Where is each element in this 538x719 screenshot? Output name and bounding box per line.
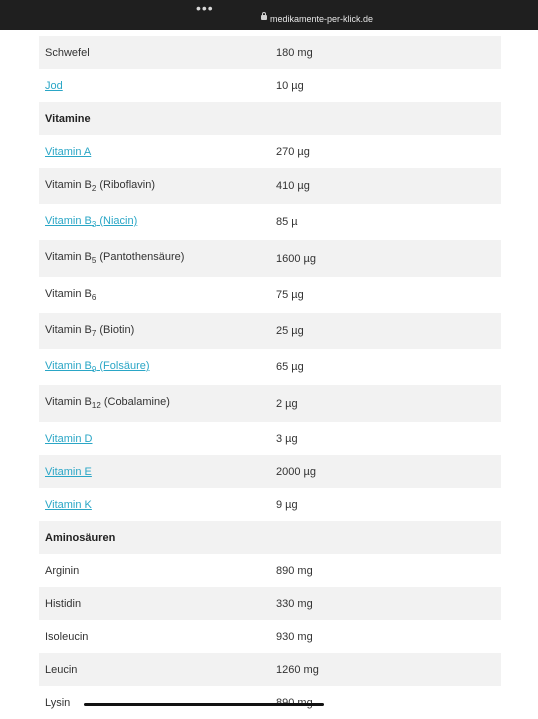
nutrient-value: 25 µg <box>276 313 501 349</box>
nutrient-value: 1260 mg <box>276 653 501 686</box>
nutrient-value: 330 mg <box>276 587 501 620</box>
table-row <box>39 36 501 69</box>
table-row <box>39 240 501 277</box>
nutrient-table-container <box>39 36 501 719</box>
nutrient-link-jod[interactable]: Jod <box>45 79 63 92</box>
nutrient-name: Leucin <box>39 653 276 686</box>
nutrient-value: 180 mg <box>276 36 501 69</box>
home-indicator[interactable] <box>84 703 324 706</box>
table-row <box>39 455 501 488</box>
table-row <box>39 69 501 102</box>
table-row <box>39 313 501 349</box>
nutrient-value: 2 µg <box>276 385 501 422</box>
nutrient-value: 3 µg <box>276 432 298 445</box>
section-heading-row <box>39 102 501 135</box>
nutrient-link-vitamin-k[interactable]: Vitamin K <box>45 498 92 511</box>
nutrient-value: 930 mg <box>276 630 313 643</box>
nutrient-name: Lysin <box>45 696 71 709</box>
nutrient-link-vitamin-b3[interactable]: Vitamin $B_3$ (Niacin) <box>45 214 138 230</box>
nutrient-link-vitamin-e[interactable]: Vitamin E <box>45 465 92 478</box>
nutrient-value: 75 µg <box>276 289 304 301</box>
nutrient-name: Histidin <box>39 587 276 620</box>
nutrient-value: 9 µg <box>276 498 298 511</box>
section-heading-row <box>39 521 501 554</box>
nutrient-name: Vitamin $B_2$ (Riboflavin) <box>39 168 276 204</box>
table-row <box>39 277 501 313</box>
nutrient-value: 85 µ <box>276 216 298 228</box>
nutrient-value: 890 mg <box>276 564 313 577</box>
table-row <box>39 385 501 422</box>
nutrient-name: Vitamin $B_{12}$ (Cobalamine) <box>39 385 276 422</box>
nutrient-link-vitamin-d[interactable]: Vitamin D <box>45 432 93 445</box>
nutrient-link-vitamin-a[interactable]: Vitamin A <box>45 145 92 158</box>
nutrient-value: 1600 µg <box>276 240 501 277</box>
lock-icon <box>261 15 267 20</box>
nutrient-name: Vitamin $B_7$ (Biotin) <box>39 313 276 349</box>
table-row <box>39 587 501 620</box>
nutrient-value: 2000 µg <box>276 455 501 488</box>
table-row <box>39 620 501 653</box>
nutrient-value: 270 µg <box>276 145 310 158</box>
table-row <box>39 168 501 204</box>
section-heading: Aminosäuren <box>39 521 276 554</box>
table-row <box>39 204 501 240</box>
nutrient-name: Schwefel <box>39 36 276 69</box>
table-row <box>39 422 501 455</box>
nutrient-name: Vitamin $B_6$ <box>45 287 97 303</box>
nutrient-link-vitamin-b9[interactable]: Vitamin $B_9$ (Folsäure) <box>45 359 150 375</box>
nutrient-value: 410 µg <box>276 168 501 204</box>
section-heading: Vitamine <box>39 102 276 135</box>
nutrient-name: Vitamin $B_5$ (Pantothensäure) <box>39 240 276 277</box>
url-label[interactable]: medikamente-per-klick.de <box>270 14 374 24</box>
nutrient-value: 65 µg <box>276 361 304 373</box>
nutrient-table <box>39 36 501 719</box>
nutrient-value: 10 µg <box>276 79 304 92</box>
table-row <box>39 135 501 168</box>
table-row <box>39 554 501 587</box>
more-dots-icon[interactable]: ••• <box>196 0 214 16</box>
table-row <box>39 488 501 521</box>
table-row <box>39 349 501 385</box>
browser-status-bar <box>0 0 538 30</box>
table-row <box>39 653 501 686</box>
nutrient-name: Isoleucin <box>45 630 89 643</box>
nutrient-name: Arginin <box>45 564 80 577</box>
